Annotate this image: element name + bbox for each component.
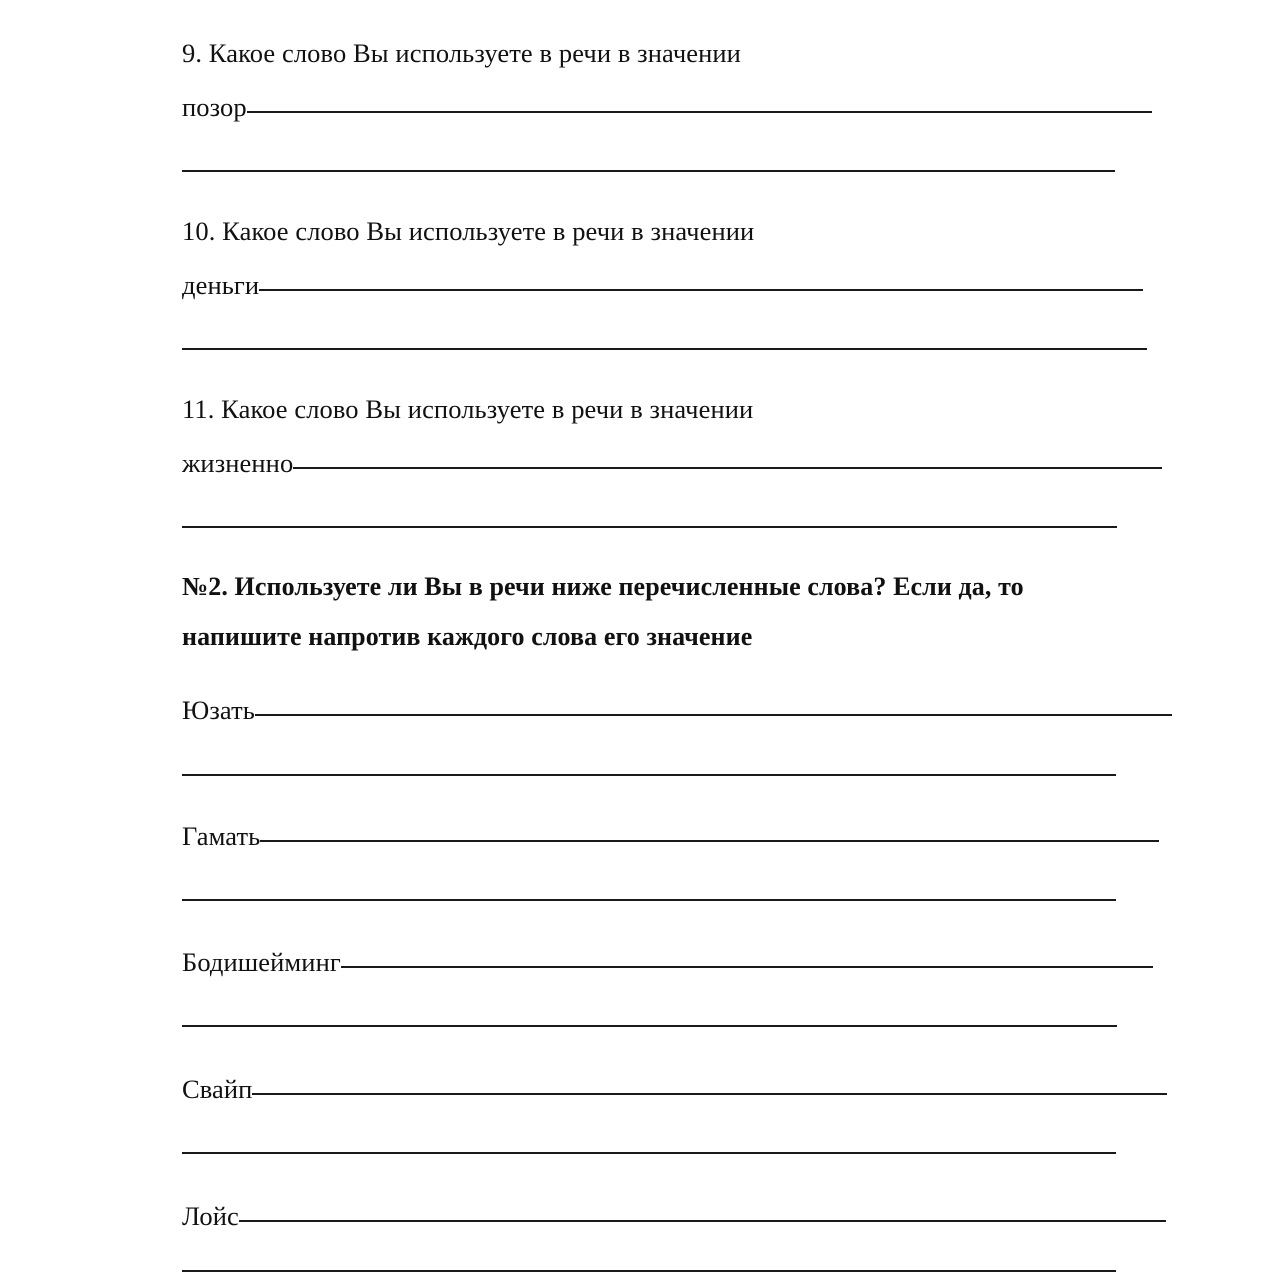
word-rule-3[interactable] — [341, 966, 1153, 968]
word-rule-5[interactable] — [239, 1220, 1166, 1222]
word-continuation-rule-3[interactable] — [182, 1025, 1117, 1027]
word-label-5: Лойс — [182, 1201, 239, 1231]
word-label-2: Гамать — [182, 821, 261, 851]
answer-rule-11[interactable] — [293, 467, 1162, 469]
question-prompt-11: 11. Какое слово Вы используете в речи в значении — [182, 394, 754, 424]
answer-row-9 — [182, 94, 1152, 130]
word-continuation-rule-4[interactable] — [182, 1152, 1116, 1154]
answer-keyword-9: позор — [182, 92, 247, 122]
section-2-heading-line-1: №2. Используете ли Вы в речи ниже перечисленные слова? Если да, то — [182, 572, 1024, 601]
word-row-4 — [182, 1076, 1167, 1112]
answer-continuation-rule-10[interactable] — [182, 348, 1147, 350]
question-prompt-9: 9. Какое слово Вы используете в речи в значении — [182, 38, 741, 68]
question-prompt-10: 10. Какое слово Вы используете в речи в значении — [182, 216, 755, 246]
answer-row-11 — [182, 450, 1162, 486]
word-continuation-rule-2[interactable] — [182, 899, 1116, 901]
word-row-3 — [182, 949, 1153, 985]
answer-keyword-10: деньги — [182, 270, 260, 300]
word-continuation-rule-1[interactable] — [182, 774, 1116, 776]
answer-rule-10[interactable] — [259, 289, 1143, 291]
word-row-1 — [182, 697, 1172, 733]
word-label-4: Свайп — [182, 1074, 253, 1104]
answer-rule-9[interactable] — [247, 111, 1152, 113]
answer-continuation-rule-11[interactable] — [182, 526, 1117, 528]
answer-row-10 — [182, 272, 1143, 308]
word-rule-4[interactable] — [252, 1093, 1167, 1095]
word-row-5 — [182, 1203, 1166, 1239]
answer-continuation-rule-9[interactable] — [182, 170, 1115, 172]
word-label-3: Бодишейминг — [182, 947, 341, 977]
word-label-1: Юзать — [182, 695, 255, 725]
word-row-2 — [182, 823, 1159, 859]
section-2-heading-line-2: напишите напротив каждого слова его значение — [182, 622, 753, 651]
word-rule-1[interactable] — [255, 714, 1172, 716]
word-rule-2[interactable] — [260, 840, 1159, 842]
answer-keyword-11: жизненно — [182, 448, 294, 478]
word-continuation-rule-5[interactable] — [182, 1270, 1116, 1272]
